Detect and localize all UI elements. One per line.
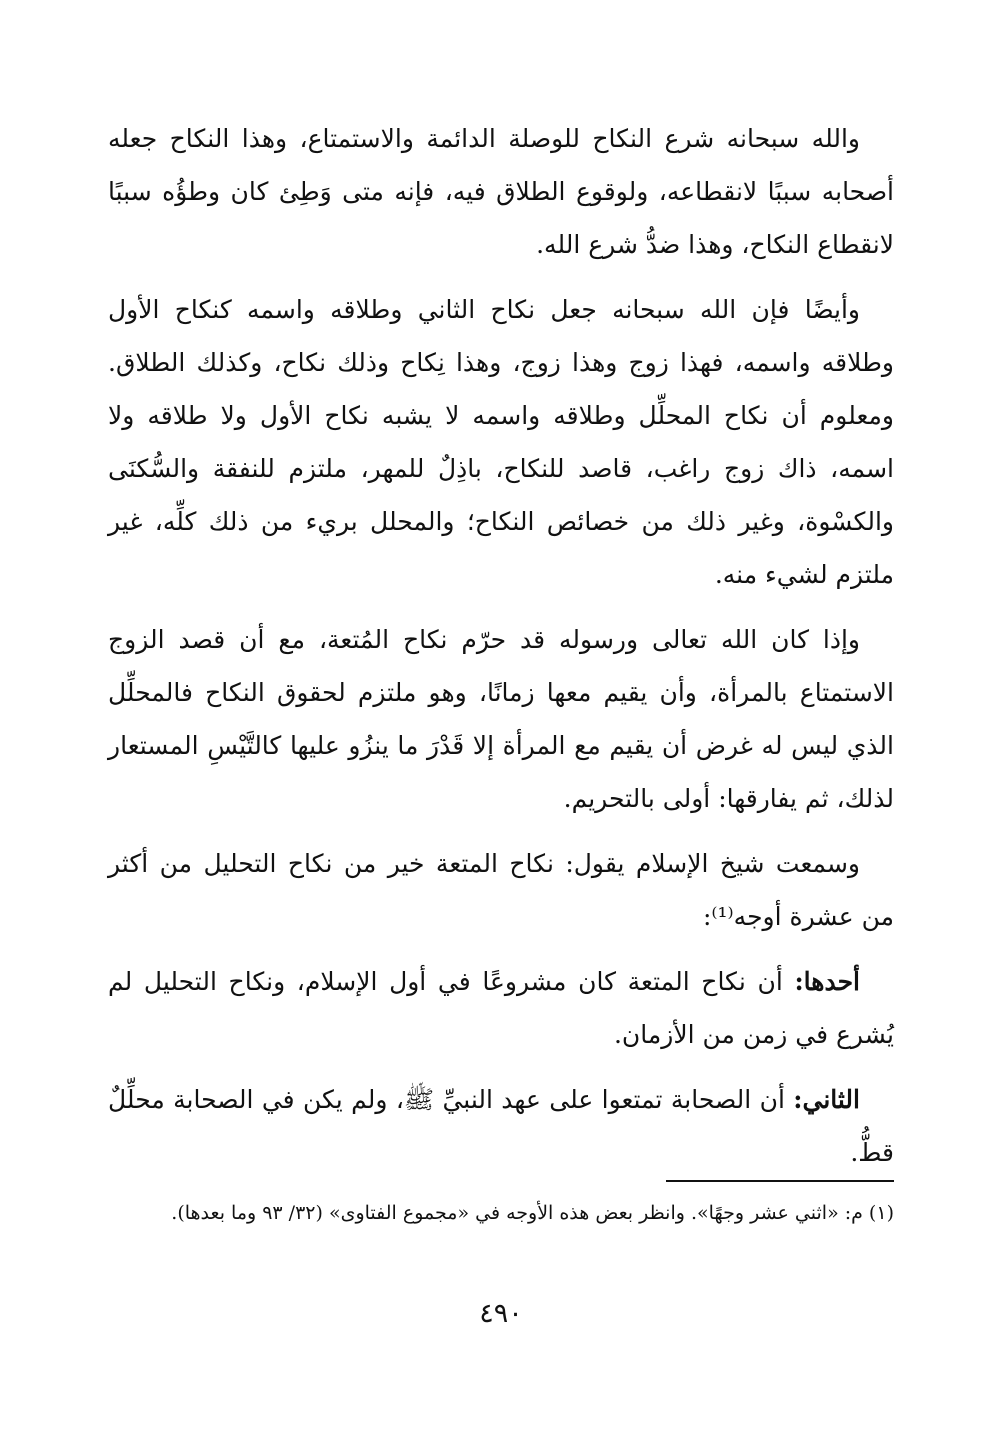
paragraph-1 [108, 112, 894, 271]
footnote: (١) م: «اثني عشر وجهًا». وانظر بعض هذه الأوجه في «مجموع الفتاوى» (٣٢/ ٩٣ وما بعدها). [171, 1202, 894, 1224]
paragraph-3 [108, 613, 894, 825]
page-number: ٤٩٠ [479, 1298, 523, 1329]
paragraph-5-lead: أحدها: [794, 967, 860, 996]
paragraph-1-text: والله سبحانه شرع النكاح للوصلة الدائمة والاستمتاع، وهذا النكاح جعله أصحابه سببًا لانقطاعه، ولوقوع الطلاق فيه، فإنه متى وَطِئ كان وطؤُه سببًا لانقطاع النكاح، وهذا ضدُّ شرع الله. [108, 124, 894, 259]
paragraph-6-text: أن الصحابة تمتعوا على عهد النبيِّ ﷺ، ولم يكن في الصحابة محلِّلٌ قطُّ. [108, 1085, 894, 1167]
paragraph-2 [108, 283, 894, 601]
page-body [108, 112, 894, 1191]
paragraph-2-text: وأيضًا فإن الله سبحانه جعل نكاح الثاني وطلاقه واسمه كنكاح الأول وطلاقه واسمه، فهذا زوج وهذا زوج، وهذا نِكاح وذلك نكاح، وكذلك الطلاق. ومعلوم أن نكاح المحلِّل وطلاقه واسمه لا يشبه نكاح الأول ولا طلاقه ولا اسمه، ذاك زوج راغب، قاصد للنكاح، باذِلٌ للمهر، ملتزم للنفقة والسُّكنَى والكسْوة، وغير ذلك من خصائص النكاح؛ والمحلل بريء من ذلك كلِّه، غير ملتزم لشيء منه. [108, 295, 894, 589]
paragraph-5 [108, 955, 894, 1061]
paragraph-6 [108, 1073, 894, 1179]
footnote-divider [666, 1180, 894, 1182]
paragraph-6-lead: الثاني: [793, 1085, 860, 1114]
paragraph-4-text: وسمعت شيخ الإسلام يقول: نكاح المتعة خير من نكاح التحليل من أكثر من عشرة أوجه⁽¹⁾: [108, 849, 894, 931]
paragraph-5-text: أن نكاح المتعة كان مشروعًا في أول الإسلام، ونكاح التحليل لم يُشرع في زمن من الأزمان. [108, 967, 894, 1049]
paragraph-3-text: وإذا كان الله تعالى ورسوله قد حرّم نكاح المُتعة، مع أن قصد الزوج الاستمتاع بالمرأة، وأن يقيم معها زمانًا، وهو ملتزم لحقوق النكاح فالمحلِّل الذي ليس له غرض أن يقيم مع المرأة إلا قَدْرَ ما ينزُو عليها كالتَّيْسِ المستعار لذلك، ثم يفارقها: أولى بالتحريم. [108, 625, 894, 813]
paragraph-4 [108, 837, 894, 943]
